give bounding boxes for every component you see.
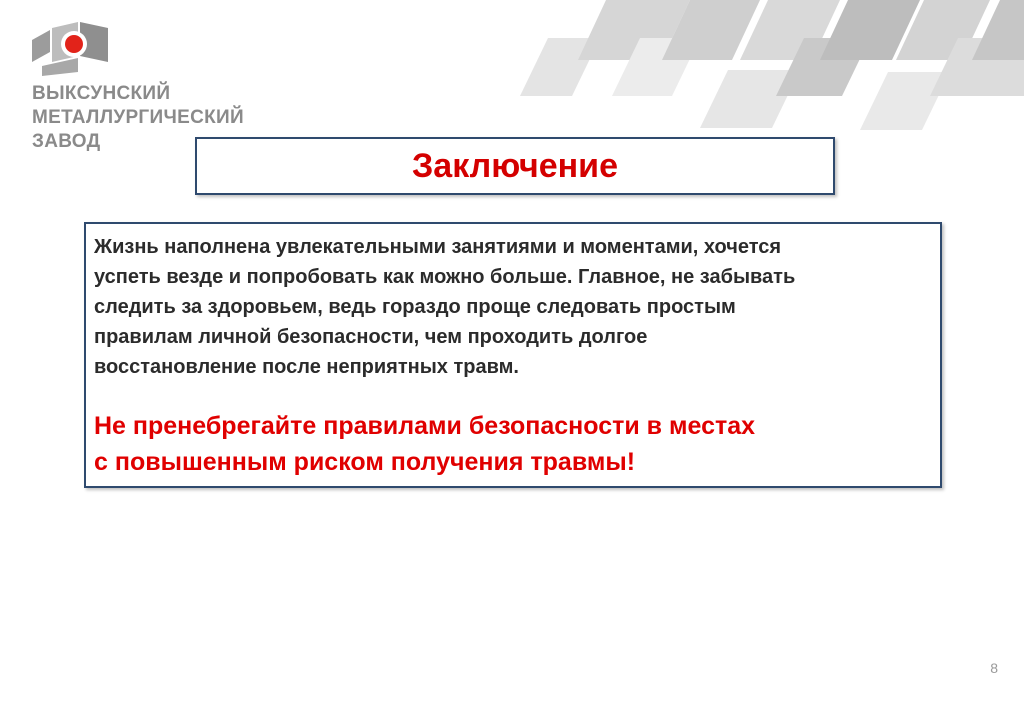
title-box [195, 137, 835, 195]
content-box [84, 222, 942, 488]
body-paragraph [94, 232, 930, 382]
warning-line: Не пренебрегайте правилами безопасности в местах [94, 412, 756, 440]
body-line: Жизнь наполнена увлекательными занятиями и моментами, хочется [94, 236, 782, 258]
body-line: успеть везде и попробовать как можно больше. Главное, не забывать [94, 266, 796, 288]
body-line: следить за здоровьем, ведь гораздо проще следовать простым [94, 296, 736, 318]
page-number: 8 [990, 660, 998, 676]
logo-emblem-icon [32, 22, 122, 76]
slide-title: Заключение [412, 146, 618, 185]
warning-line: с повышенным риском получения травмы! [94, 448, 636, 476]
warning-paragraph [94, 408, 930, 480]
logo-line-3: ЗАВОД [32, 131, 101, 152]
logo-line-2: МЕТАЛЛУРГИЧЕСКИЙ [32, 107, 244, 128]
body-line: правилам личной безопасности, чем проходить долгое [94, 326, 648, 348]
body-line: восстановление после неприятных травм. [94, 356, 519, 378]
logo-line-1: ВЫКСУНСКИЙ [32, 83, 171, 104]
